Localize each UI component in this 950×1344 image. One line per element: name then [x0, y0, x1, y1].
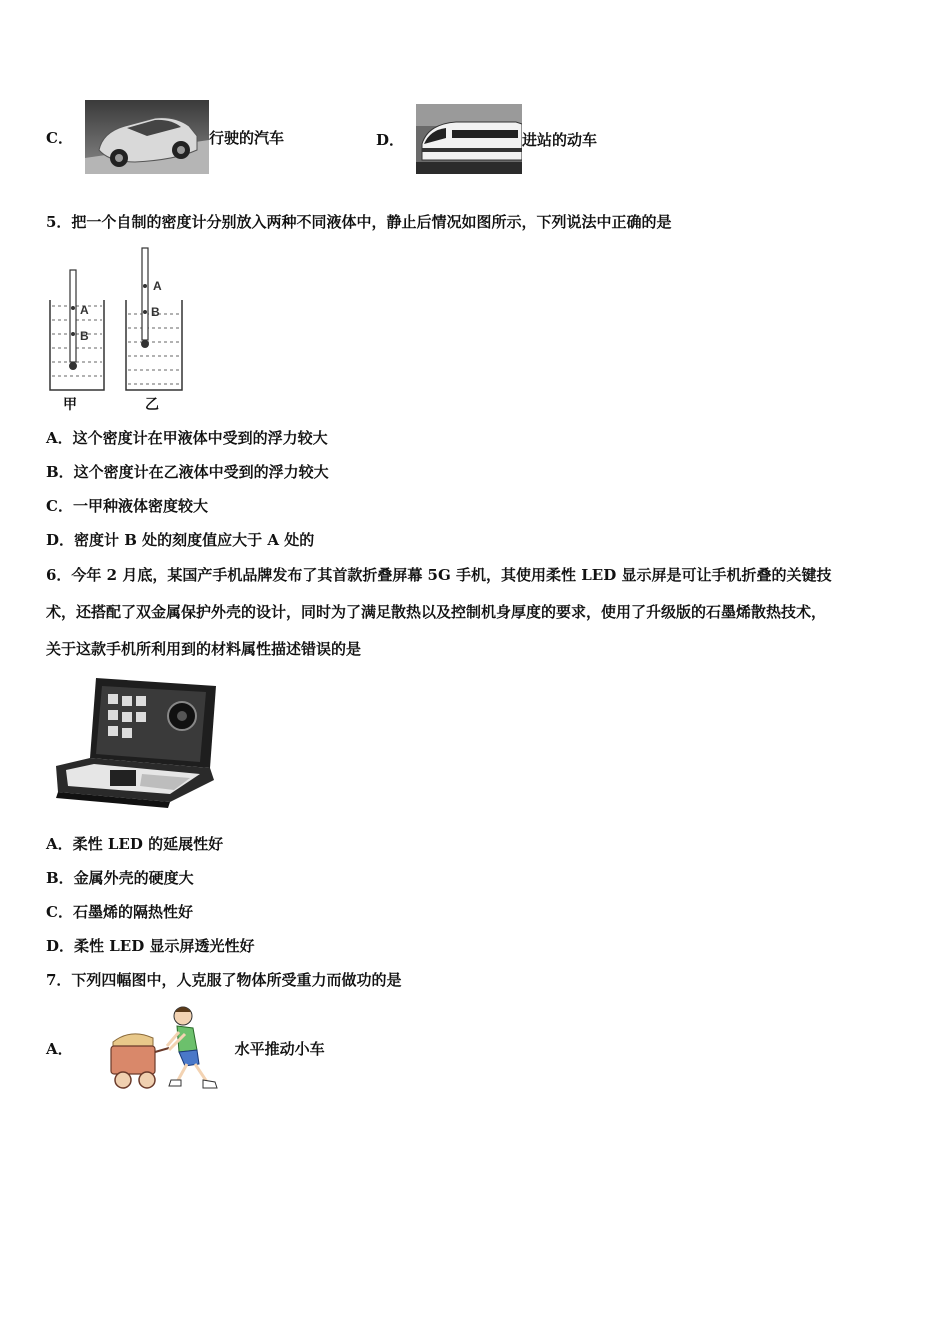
folding-phone-photo	[50, 674, 220, 814]
q7-option-a-letter: A．	[46, 1039, 73, 1058]
q6-option-a[interactable]: A．柔性 LED 的延展性好	[46, 835, 224, 853]
q5-option-c[interactable]: C．一甲种液体密度较大	[46, 497, 208, 515]
q5-stem: 5．把一个自制的密度计分别放入两种不同液体中，静止后情况如图所示，下列说法中正确的是	[46, 213, 672, 231]
boy-pushing-cart	[89, 1002, 229, 1094]
q4-option-d[interactable]	[376, 104, 597, 174]
q6-option-b[interactable]: B．金属外壳的硬度大	[46, 869, 194, 887]
q6-stem-line-1: 6．今年 2 月底，某国产手机品牌发布了其首款折叠屏幕 5G 手机，其使用柔性 LED 显示屏是可让手机折叠的关键技	[46, 566, 832, 584]
hydrometer-mark-a-right: A	[153, 279, 162, 293]
hydrometer-mark-a-left: A	[80, 303, 89, 317]
q5-option-a[interactable]: A．这个密度计在甲液体中受到的浮力较大	[46, 429, 328, 447]
q6-stem-line-2: 术，还搭配了双金属保护外壳的设计，同时为了满足散热以及控制机身厚度的要求，使用了升级版的石墨烯散热技术，	[46, 603, 827, 621]
beaker-caption-left: 甲	[63, 397, 77, 413]
q6-option-d[interactable]: D．柔性 LED 显示屏透光性好	[46, 937, 255, 955]
q4-option-d-text: 进站的动车	[522, 130, 598, 149]
q5-option-b[interactable]: B．这个密度计在乙液体中受到的浮力较大	[46, 463, 329, 481]
q4-option-c[interactable]	[46, 100, 284, 174]
q5-option-d[interactable]: D．密度计 B 处的刻度值应大于 A 处的	[46, 531, 315, 549]
q4-option-d-letter: D．	[376, 130, 405, 149]
q4-option-c-text: 行驶的汽车	[208, 128, 284, 147]
beaker-caption-right: 乙	[145, 397, 159, 413]
q7-option-a[interactable]	[46, 1002, 325, 1094]
car-photo	[85, 100, 209, 174]
q7-stem: 7．下列四幅图中，人克服了物体所受重力而做功的是	[46, 971, 402, 989]
q6-option-c[interactable]: C．石墨烯的隔热性好	[46, 903, 193, 921]
hydrometer-mark-b-left: B	[80, 329, 89, 343]
q4-option-c-letter: C．	[46, 128, 73, 147]
hydrometer-mark-b-right: B	[151, 305, 160, 319]
q7-option-a-text: 水平推动小车	[234, 1039, 325, 1058]
hydrometer-figure	[46, 242, 196, 414]
train-photo	[416, 104, 522, 174]
q6-stem-line-3: 关于这款手机所利用到的材料属性描述错误的是	[46, 640, 362, 658]
